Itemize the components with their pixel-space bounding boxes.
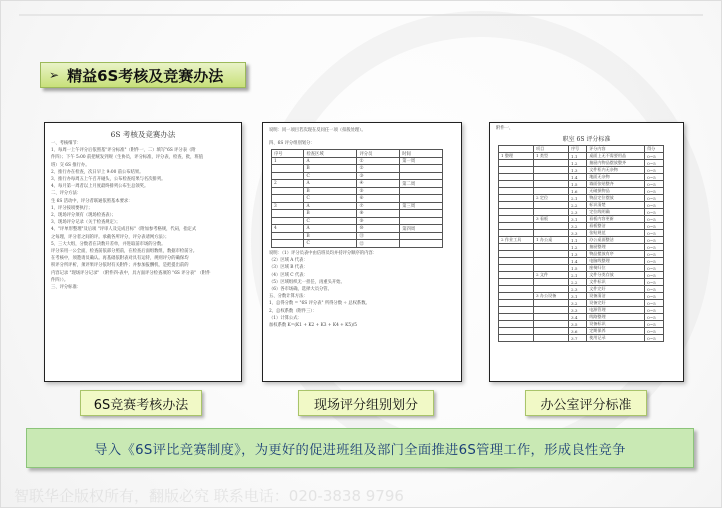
table-cell <box>499 335 534 342</box>
table-row <box>272 202 443 210</box>
table-cell <box>499 167 534 174</box>
table-cell: 3.2 <box>568 300 586 307</box>
table-cell: C <box>304 217 357 225</box>
table-cell <box>499 160 534 167</box>
table-header-cell <box>499 146 534 153</box>
table-row <box>272 195 443 203</box>
table-cell: 第一周 <box>400 157 443 165</box>
table-cell: 定期保养 <box>587 328 645 335</box>
table-cell <box>499 258 534 265</box>
table-cell: 0~5 <box>645 328 664 335</box>
table-cell: B <box>304 187 357 195</box>
table-cell <box>499 293 534 300</box>
table-cell <box>499 272 534 279</box>
table-row <box>272 157 443 165</box>
table-cell: 2.2 <box>568 202 586 209</box>
document-text-line: 4、每月第一周者以上月度最终排列公布生总领奖。 <box>51 184 149 190</box>
table-cell <box>533 202 568 209</box>
table-cell <box>533 223 568 230</box>
table-cell: 1.5 <box>568 181 586 188</box>
table-cell <box>499 230 534 237</box>
table-cell <box>533 181 568 188</box>
table-cell: ③ <box>357 172 400 180</box>
document-text-line: 2、现场评分须有（现场检查表）； <box>51 213 117 219</box>
table-cell: 物品定位摆放 <box>587 195 645 202</box>
document-text-line: （1）计算公式： <box>269 315 302 321</box>
table-cell: 0~5 <box>645 321 664 328</box>
table-cell: 物品摆放有序 <box>587 251 645 258</box>
table-cell <box>400 165 443 173</box>
table-cell: 0~5 <box>645 258 664 265</box>
table-row <box>499 314 664 321</box>
table-cell <box>533 188 568 195</box>
table-cell: 1.4 <box>568 174 586 181</box>
watermark-footer: 智联华企版权所有，翻版必究 联系电话：020-3838 9796 <box>14 487 404 505</box>
group-table <box>271 149 443 248</box>
table-cell: ⑧ <box>357 210 400 218</box>
table-cell: 2 文件 <box>533 272 568 279</box>
table-cell: 0~5 <box>645 188 664 195</box>
table-row <box>272 225 443 233</box>
document-text-line: 说明：（1）评分员表中由信班员均并持评分顺序的内容： <box>269 250 378 256</box>
table-cell: 0~5 <box>645 202 664 209</box>
table-row <box>499 181 664 188</box>
table-cell: ⑥ <box>357 195 400 203</box>
table-cell <box>499 223 534 230</box>
table-row <box>499 174 664 181</box>
table-cell: 0~5 <box>645 230 664 237</box>
table-header-cell: 项目 <box>533 146 568 153</box>
table-cell: 2.1 <box>568 272 586 279</box>
table-row <box>499 258 664 265</box>
table-cell <box>272 240 304 248</box>
table-cell <box>400 240 443 248</box>
table-cell: 文件完好 <box>587 286 645 293</box>
table-cell: 3.5 <box>568 321 586 328</box>
document-thumbnail-groups[interactable] <box>262 122 462 382</box>
table-row <box>499 209 664 216</box>
table-cell <box>499 174 534 181</box>
table-cell: B <box>304 210 357 218</box>
table-cell <box>533 321 568 328</box>
table-row <box>499 153 664 160</box>
table-cell: 3.1 <box>568 293 586 300</box>
table-cell <box>499 209 534 216</box>
table-cell <box>499 286 534 293</box>
table-cell <box>272 187 304 195</box>
table-cell: 抽屉整理 <box>587 244 645 251</box>
table-cell <box>272 232 304 240</box>
table-cell <box>499 195 534 202</box>
table-cell: 1 办公桌 <box>533 237 568 244</box>
document-thumbnail-rules[interactable] <box>44 122 242 382</box>
table-cell <box>400 187 443 195</box>
table-cell: 3.3 <box>568 230 586 237</box>
table-row <box>272 210 443 218</box>
table-cell <box>533 174 568 181</box>
table-cell: 使用记录 <box>587 335 645 342</box>
table-cell: 2.1 <box>568 195 586 202</box>
table-cell <box>499 321 534 328</box>
table-cell: 线路整理 <box>587 314 645 321</box>
document-note <box>263 127 461 134</box>
table-cell <box>533 286 568 293</box>
table-cell: 1.1 <box>568 153 586 160</box>
document-text-line: 五、分数计算方法： <box>269 294 308 300</box>
table-cell: 2 定位 <box>533 195 568 202</box>
document-text-line: 积评分所评析，须评果评分依时有关附件；并参加报酬机，是把提出前的 <box>51 263 189 269</box>
table-cell: 抽屉内物品摆放整齐 <box>587 160 645 167</box>
table-cell: ⑩ <box>357 225 400 233</box>
table-cell <box>400 232 443 240</box>
table-cell: 0~5 <box>645 272 664 279</box>
table-cell: 0~5 <box>645 153 664 160</box>
table-row <box>499 328 664 335</box>
table-row <box>272 240 443 248</box>
table-row <box>499 216 664 223</box>
table-cell: 0~5 <box>645 216 664 223</box>
table-header-cell: 得分 <box>645 146 664 153</box>
table-cell: 张贴规范 <box>587 230 645 237</box>
table-row <box>499 195 664 202</box>
document-text-line: 三、评分标准： <box>51 285 82 291</box>
table-cell: 1.3 <box>568 251 586 258</box>
table-cell: 桌面上无不需要用品 <box>587 153 645 160</box>
document-title: 6S 考核及竞赛办法 <box>110 130 176 139</box>
table-row <box>499 272 664 279</box>
table-cell: 1.2 <box>568 244 586 251</box>
table-cell: 设备清洁 <box>587 293 645 300</box>
table-cell: ⑨ <box>357 217 400 225</box>
table-cell: 1 类型 <box>533 153 568 160</box>
document-text-line: 在考核中，须邀请员确认。再基础依附表对具有运特，规则评分的确保均 <box>51 256 189 262</box>
table-header-cell: 时间 <box>400 150 443 158</box>
table-cell: 0~5 <box>645 167 664 174</box>
table-cell: 2.3 <box>568 286 586 293</box>
table-cell: 标识清楚 <box>587 202 645 209</box>
table-cell <box>499 328 534 335</box>
table-cell: 0~5 <box>645 307 664 314</box>
table-cell <box>400 210 443 218</box>
table-cell <box>272 172 304 180</box>
table-cell <box>499 181 534 188</box>
table-cell <box>533 209 568 216</box>
section-title <box>40 62 246 88</box>
table-cell: B <box>304 165 357 173</box>
table-cell <box>272 210 304 218</box>
table-cell: 0~5 <box>645 293 664 300</box>
table-row <box>499 307 664 314</box>
document-title: 职室 6S 评分标准 <box>562 136 611 144</box>
caption-office-standard: 办公室评分标准 <box>525 390 647 416</box>
table-cell: 1.2 <box>568 160 586 167</box>
document-section-heading: 四、6S 评分组别划分： <box>269 141 315 147</box>
table-cell: ② <box>357 165 400 173</box>
document-text-line: 评分采用一公全面，检查前依部分照前，在检查后面组数组，数据市检前分。 <box>51 249 198 255</box>
table-cell: 1.4 <box>568 258 586 265</box>
table-cell: A <box>304 157 357 165</box>
table-cell <box>400 195 443 203</box>
table-cell: 0~5 <box>645 195 664 202</box>
table-cell: C <box>304 195 357 203</box>
table-cell <box>533 300 568 307</box>
table-row <box>272 165 443 173</box>
table-header-cell: 评分员 <box>357 150 400 158</box>
table-cell: 3.1 <box>568 216 586 223</box>
document-text-line: 3、现场评分记录（关于检查规定）； <box>51 220 121 226</box>
document-text-line: （4）区域 C 代表： <box>269 272 308 278</box>
table-row <box>499 279 664 286</box>
table-cell: 4 <box>272 225 304 233</box>
table-row <box>499 188 664 195</box>
table-cell <box>533 314 568 321</box>
section-title-text: 精益6S考核及竞赛办法 <box>67 66 224 85</box>
table-header-cell: 检查区域 <box>304 150 357 158</box>
document-text-line: 之每理，评分者之间的评。承截各所评分，评分表请网方法）； <box>51 234 170 240</box>
table-cell: 3.7 <box>568 335 586 342</box>
table-cell: 设备完好 <box>587 300 645 307</box>
table-cell: ⑫ <box>357 240 400 248</box>
table-cell: 3 看板 <box>533 216 568 223</box>
summary-banner <box>26 428 694 468</box>
document-thumbnail-office-standard[interactable] <box>489 122 684 382</box>
table-cell: 0~5 <box>645 265 664 272</box>
bullet-arrow-icon: ➢ <box>49 68 60 82</box>
table-cell: 办公桌面整洁 <box>587 237 645 244</box>
document-text-line: （5）区域组织无一担任，再重头开始。 <box>269 279 345 285</box>
document-text-line: 1、每周一上午评分后依照基"评分标准"（附件一、二）填写"6S 评分表（附 <box>51 148 196 154</box>
table-cell: 0~5 <box>645 314 664 321</box>
table-cell <box>499 251 534 258</box>
table-cell <box>499 279 534 286</box>
table-cell: ⑪ <box>357 232 400 240</box>
table-cell: ⑤ <box>357 187 400 195</box>
table-cell: 设备标识 <box>587 321 645 328</box>
table-cell <box>499 202 534 209</box>
document-text-line: 3、推行办每周五上午召开碰头，公布检查结果与名次排列。 <box>51 177 166 183</box>
table-cell: 2.2 <box>568 279 586 286</box>
table-cell: B <box>304 232 357 240</box>
table-row <box>499 167 664 174</box>
table-cell <box>533 265 568 272</box>
document-text-line: 一、考核细节： <box>51 141 82 146</box>
table-cell <box>499 265 534 272</box>
table-cell: 文件标识 <box>587 279 645 286</box>
document-text-line: 2、推行办在检查，次日早上 9:00 前公布结果。 <box>51 169 144 175</box>
table-row <box>499 160 664 167</box>
table-cell: A <box>304 180 357 188</box>
document-text-line: 5、三大大组，分数者在决数开差单，并进取前市场的分数。 <box>51 241 166 247</box>
table-cell: 2 作业工具 <box>499 237 534 244</box>
document-text-line: 内容记录 "现场评分记录" （附件四-表中，具方面评分检查项的 "6S 评分表" （附件 <box>51 270 211 276</box>
table-cell: 电源管理 <box>587 307 645 314</box>
table-row <box>499 230 664 237</box>
table-row <box>272 232 443 240</box>
table-cell <box>499 300 534 307</box>
table-cell: 0~5 <box>645 223 664 230</box>
document-text-line: 二、评分方法： <box>51 191 82 197</box>
document-body <box>45 140 241 291</box>
table-cell: 0~5 <box>645 279 664 286</box>
caption-groups: 现场评分组别划分 <box>298 390 434 416</box>
table-cell: 1.3 <box>568 167 586 174</box>
table-cell: ④ <box>357 180 400 188</box>
table-cell: 0~5 <box>645 251 664 258</box>
table-cell <box>499 307 534 314</box>
table-cell: A <box>304 202 357 210</box>
table-cell: ⑦ <box>357 202 400 210</box>
table-cell: 1.5 <box>568 265 586 272</box>
table-row <box>499 293 664 300</box>
document-text-line: 1、总得分数 = "6S 评分表" 所得分数 ÷ 总权系数。 <box>269 301 370 307</box>
table-row <box>272 217 443 225</box>
table-cell: 0~5 <box>645 181 664 188</box>
table-cell: 电脑线整理 <box>587 258 645 265</box>
table-cell: 墙面张贴整齐 <box>587 181 645 188</box>
table-cell <box>272 195 304 203</box>
table-cell: 1.6 <box>568 188 586 195</box>
table-cell: 第四周 <box>400 225 443 233</box>
table-cell: 0~5 <box>645 174 664 181</box>
table-cell: 3.2 <box>568 223 586 230</box>
table-cell: 第三周 <box>400 202 443 210</box>
table-cell <box>272 217 304 225</box>
table-cell: 地面无杂物 <box>587 174 645 181</box>
document-text-line: 4、"评单形整理"及后项 "评审人及完成目标"（附加参考格规，代码，指定式 <box>51 227 197 233</box>
table-cell: 无破损物品 <box>587 188 645 195</box>
summary-text: 导入《6S评比竞赛制度》，为更好的促进班组及部门全面推进6S管理工作，形成良性竞争 <box>94 442 626 458</box>
table-row <box>499 202 664 209</box>
table-row <box>499 300 664 307</box>
table-cell: 1 <box>272 157 304 165</box>
table-cell: C <box>304 172 357 180</box>
table-cell <box>499 244 534 251</box>
table-row <box>499 223 664 230</box>
table-row <box>272 187 443 195</box>
table-cell <box>533 307 568 314</box>
table-cell: 文件柜内无杂物 <box>587 167 645 174</box>
table-cell <box>533 230 568 237</box>
document-text-line: 2、总权系数（附件三）： <box>269 308 317 314</box>
table-cell: 3 <box>272 202 304 210</box>
table-cell: 0~5 <box>645 237 664 244</box>
table-cell: 3.3 <box>568 307 586 314</box>
table-row <box>272 172 443 180</box>
table-cell <box>499 216 534 223</box>
caption-rules: 6S竞赛考核办法 <box>80 390 202 416</box>
table-cell <box>499 314 534 321</box>
table-cell <box>533 335 568 342</box>
table-row <box>499 335 664 342</box>
table-cell: 0~5 <box>645 244 664 251</box>
table-header-cell: 序号 <box>272 150 304 158</box>
table-row <box>499 286 664 293</box>
table-row <box>499 251 664 258</box>
table-cell <box>400 172 443 180</box>
table-cell: 0~5 <box>645 286 664 293</box>
table-cell: 0~5 <box>645 160 664 167</box>
table-cell: A <box>304 225 357 233</box>
table-cell <box>533 328 568 335</box>
table-cell: 3.6 <box>568 328 586 335</box>
table-cell: 3.4 <box>568 314 586 321</box>
table-cell <box>400 217 443 225</box>
table-cell: 第二周 <box>400 180 443 188</box>
document-text-line: 加权系数 K=(K1 + K2 + K3 + K4 + K5)/5 <box>269 322 357 328</box>
document-text-line: （3）区域 B 代表： <box>269 265 308 271</box>
document-text-line: 说明：同一项目若次现在反同任一项（扣般处理）。 <box>269 128 366 133</box>
document-text-line: 件四））。 <box>51 277 69 283</box>
table-cell <box>533 160 568 167</box>
table-row <box>499 237 664 244</box>
table-row <box>499 244 664 251</box>
table-cell: 0~5 <box>645 209 664 216</box>
table-header-cell: 序号 <box>568 146 586 153</box>
table-cell <box>533 244 568 251</box>
table-cell: 3 办公设备 <box>533 293 568 300</box>
standard-table <box>498 145 664 342</box>
table-cell: 2.3 <box>568 209 586 216</box>
table-cell <box>533 167 568 174</box>
table-cell: 1 整理 <box>499 153 534 160</box>
document-body <box>263 250 461 329</box>
table-row <box>272 180 443 188</box>
table-cell <box>499 188 534 195</box>
table-cell: 座椅归位 <box>587 265 645 272</box>
table-header-cell: 评分内容 <box>587 146 645 153</box>
table-cell <box>272 165 304 173</box>
table-cell: 0~5 <box>645 335 664 342</box>
table-cell: ① <box>357 157 400 165</box>
table-row <box>499 265 664 272</box>
table-row <box>499 321 664 328</box>
document-text-line: 件四）；下午 5:00 前把统发到规（生协员，评分标准，评分表，检查，批，班值 <box>51 155 204 161</box>
document-text-line: （2）区域 A 代表： <box>269 258 308 264</box>
table-cell: 2 <box>272 180 304 188</box>
document-text-line: 班）交 6S 推行办。 <box>51 162 90 168</box>
table-cell: 看板内容更新 <box>587 216 645 223</box>
table-cell: 文件分类存放 <box>587 272 645 279</box>
table-cell <box>533 258 568 265</box>
table-cell: 1.1 <box>568 237 586 244</box>
document-text-line: 生 6S 活动中，评分者联通依照基本要求： <box>51 198 133 204</box>
table-cell: C <box>304 240 357 248</box>
table-cell: 定位线明确 <box>587 209 645 216</box>
top-divider <box>19 14 703 16</box>
table-cell: 0~5 <box>645 300 664 307</box>
document-text-line: 1、评分按项要执行； <box>51 205 93 211</box>
table-cell <box>533 279 568 286</box>
document-text-line: （6）各市场确，选择大员分管。 <box>269 286 332 292</box>
table-cell <box>533 251 568 258</box>
table-cell: 看板整洁 <box>587 223 645 230</box>
document-attachment-label: 附件一、 <box>496 126 514 131</box>
